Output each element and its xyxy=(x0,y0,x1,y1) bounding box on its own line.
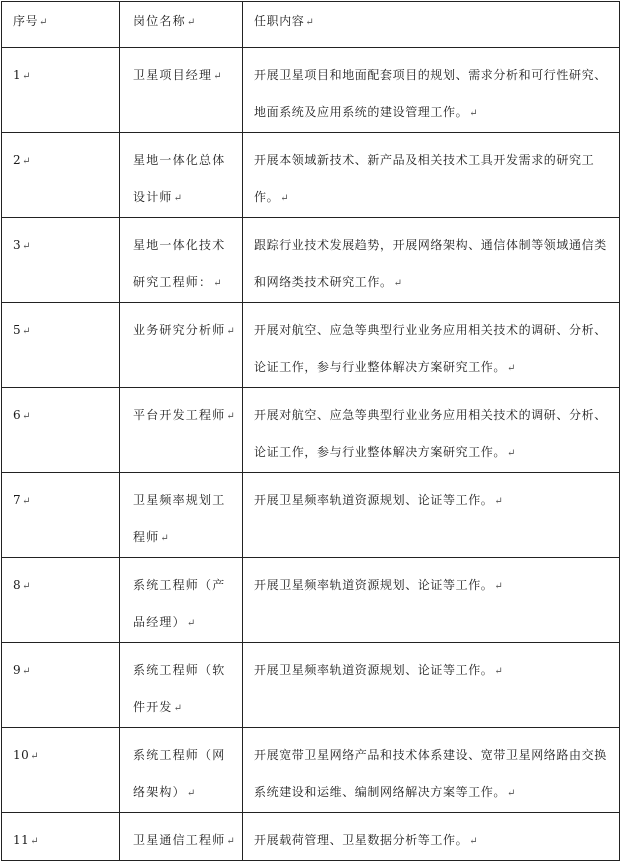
row-job-title-cell xyxy=(120,473,243,558)
paragraph-mark: ↵ xyxy=(22,581,32,592)
row-job-duty-cell xyxy=(243,133,620,218)
row-job-duty: 开展卫星项目和地面配套项目的规划、需求分析和可行性研究、地面系统及应用系统的建设管理工作。 xyxy=(254,68,607,119)
row-job-title: 卫星通信工程师 xyxy=(133,833,226,847)
row-number: 2 xyxy=(13,153,22,167)
row-job-duty: 开展卫星频率轨道资源规划、论证等工作。 xyxy=(254,578,494,592)
row-number-cell xyxy=(2,218,120,303)
paragraph-mark: ↵ xyxy=(494,496,504,507)
row-number-cell xyxy=(2,558,120,643)
row-number: 6 xyxy=(13,408,22,422)
row-job-duty-cell xyxy=(243,728,620,813)
row-number-cell xyxy=(2,133,120,218)
row-number: 8 xyxy=(13,578,22,592)
header-cell-title: 岗位名称↵ xyxy=(120,2,243,48)
row-number: 1 xyxy=(13,68,22,82)
row-job-title: 系统工程师（产品经理） xyxy=(133,578,226,629)
paragraph-mark: ↵ xyxy=(507,363,516,374)
paragraph-mark: ↵ xyxy=(186,788,197,799)
row-job-duty-cell xyxy=(243,643,620,728)
paragraph-mark: ↵ xyxy=(213,71,223,82)
paragraph-mark: ↵ xyxy=(173,703,184,714)
row-job-duty: 开展对航空、应急等典型行业业务应用相关技术的调研、分析、论证工作，参与行业整体解决方案研究工作。 xyxy=(254,408,607,459)
paragraph-mark: ↵ xyxy=(226,836,236,847)
table-row xyxy=(2,388,620,473)
paragraph-mark: ↵ xyxy=(226,411,236,422)
row-job-duty-cell xyxy=(243,813,620,861)
paragraph-mark: ↵ xyxy=(173,193,184,204)
paragraph-mark: ↵ xyxy=(469,836,479,847)
paragraph-mark: ↵ xyxy=(22,326,32,337)
table-row xyxy=(2,813,620,861)
row-number: 11 xyxy=(13,833,30,847)
paragraph-mark: ↵ xyxy=(186,618,197,629)
row-job-duty: 开展宽带卫星网络产品和技术体系建设、宽带卫星网络路由交换系统建设和运维、编制网络解决方案等工作。 xyxy=(254,748,607,799)
paragraph-mark: ↵ xyxy=(22,156,32,167)
table-row xyxy=(2,473,620,558)
paragraph-mark: ↵ xyxy=(22,71,32,82)
paragraph-mark: ↵ xyxy=(494,581,504,592)
row-job-title: 星地一体化总体设计师 xyxy=(133,153,226,204)
table-row xyxy=(2,303,620,388)
paragraph-mark: ↵ xyxy=(469,108,479,119)
row-job-duty-cell xyxy=(243,303,620,388)
paragraph-mark: ↵ xyxy=(22,496,32,507)
header-cell-no: 序号↵ xyxy=(2,2,120,48)
row-job-title-cell xyxy=(120,133,243,218)
row-job-title: 系统工程师（网络架构） xyxy=(133,748,226,799)
row-job-duty-cell xyxy=(243,558,620,643)
job-table xyxy=(1,1,620,861)
row-job-duty-cell xyxy=(243,218,620,303)
table-row xyxy=(2,218,620,303)
row-number-cell xyxy=(2,643,120,728)
paragraph-mark: ↵ xyxy=(160,533,170,544)
paragraph-mark: ↵ xyxy=(213,278,223,289)
paragraph-mark: ↵ xyxy=(280,193,290,204)
row-job-title-cell xyxy=(120,388,243,473)
row-job-duty: 开展载荷管理、卫星数据分析等工作。 xyxy=(254,833,469,847)
row-number: 9 xyxy=(13,663,22,677)
row-job-title-cell xyxy=(120,813,243,861)
row-job-duty: 开展对航空、应急等典型行业业务应用相关技术的调研、分析、论证工作，参与行业整体解决方案研究工作。 xyxy=(254,323,607,374)
row-job-duty-cell xyxy=(243,473,620,558)
paragraph-mark: ↵ xyxy=(507,788,516,799)
table-row xyxy=(2,643,620,728)
table-row xyxy=(2,133,620,218)
row-number-cell xyxy=(2,813,120,861)
row-job-title: 业务研究分析师 xyxy=(133,323,226,337)
paragraph-mark: ↵ xyxy=(393,278,403,289)
row-job-title: 平台开发工程师 xyxy=(133,408,226,422)
row-job-duty-cell xyxy=(243,48,620,133)
paragraph-mark: ↵ xyxy=(30,836,40,847)
row-job-title-cell xyxy=(120,728,243,813)
row-job-duty-cell xyxy=(243,388,620,473)
row-number: 10 xyxy=(13,748,30,762)
row-number-cell xyxy=(2,728,120,813)
table-header-row xyxy=(2,2,620,48)
table-row xyxy=(2,728,620,813)
row-number: 3 xyxy=(13,238,22,252)
row-job-duty: 开展本领域新技术、新产品及相关技术工具开发需求的研究工作。 xyxy=(254,153,595,204)
row-job-title-cell xyxy=(120,558,243,643)
row-job-title-cell xyxy=(120,303,243,388)
row-number: 7 xyxy=(13,493,22,507)
row-job-title-cell xyxy=(120,218,243,303)
paragraph-mark: ↵ xyxy=(22,666,32,677)
row-job-title-cell xyxy=(120,643,243,728)
paragraph-mark: ↵ xyxy=(507,448,516,459)
row-job-duty: 开展卫星频率轨道资源规划、论证等工作。 xyxy=(254,493,494,507)
paragraph-mark: ↵ xyxy=(22,241,32,252)
row-number-cell xyxy=(2,388,120,473)
table-row xyxy=(2,558,620,643)
row-job-title: 卫星频率规划工程师 xyxy=(133,493,226,544)
paragraph-mark: ↵ xyxy=(30,751,40,762)
row-job-title: 系统工程师（软件开发 xyxy=(133,663,226,714)
row-job-duty: 开展卫星频率轨道资源规划、论证等工作。 xyxy=(254,663,494,677)
paragraph-mark: ↵ xyxy=(226,326,236,337)
row-job-duty: 跟踪行业技术发展趋势，开展网络架构、通信体制等领域通信类和网络类技术研究工作。 xyxy=(254,238,607,289)
row-number: 5 xyxy=(13,323,22,337)
row-job-title: 星地一体化技术研究工程师： xyxy=(133,238,226,289)
header-cell-duty: 任职内容↵ xyxy=(243,2,620,48)
row-job-title-cell xyxy=(120,48,243,133)
table-row xyxy=(2,48,620,133)
row-number-cell xyxy=(2,303,120,388)
row-number-cell xyxy=(2,473,120,558)
row-job-title: 卫星项目经理 xyxy=(133,68,213,82)
paragraph-mark: ↵ xyxy=(494,666,504,677)
paragraph-mark: ↵ xyxy=(22,411,32,422)
row-number-cell xyxy=(2,48,120,133)
